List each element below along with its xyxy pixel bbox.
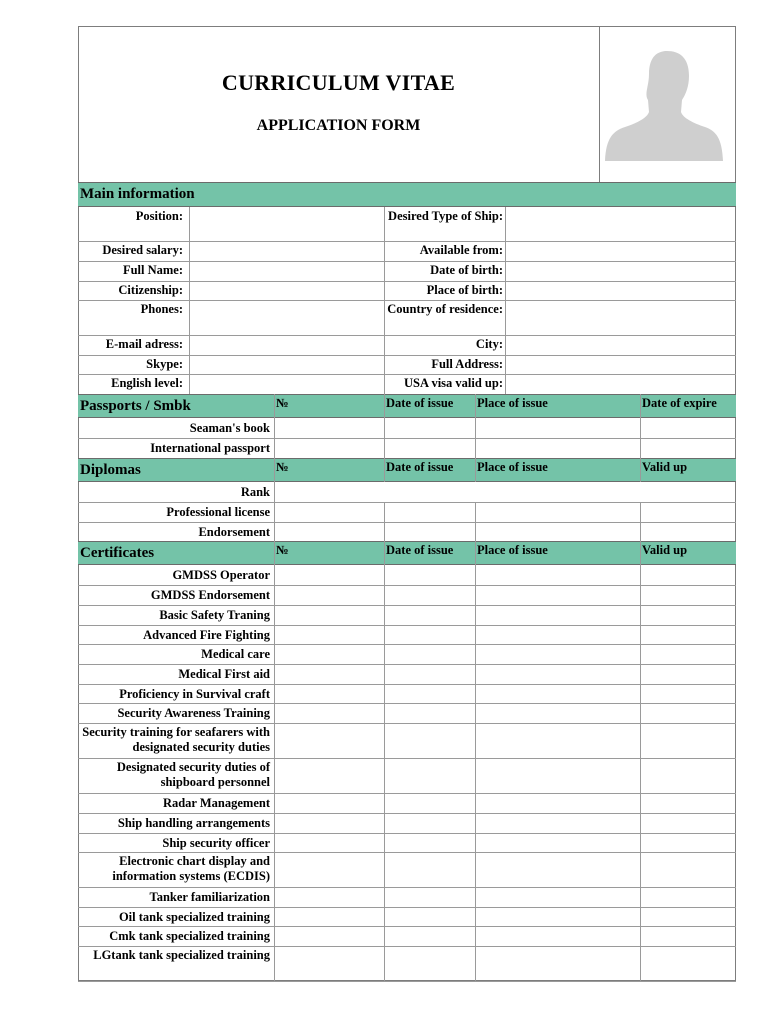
section-title: Diplomas [80,462,141,478]
input-cell[interactable] [275,503,383,521]
input-cell[interactable] [476,908,639,925]
row-label: Professional license [166,505,270,519]
input-cell[interactable] [275,626,383,643]
row-label: Security training for seafarers with designated security duties [82,725,270,754]
row-label: Rank [240,485,270,499]
row-label: Endorsement [198,525,270,539]
page-subtitle: APPLICATION FORM [256,117,421,134]
field-label: Country of residence: [387,302,503,316]
input-cell[interactable] [275,724,383,757]
input-cell[interactable] [476,645,639,663]
section-passports [78,394,736,418]
field-label: Full Name: [122,263,183,277]
field-label: Desired Type of Ship: [388,209,503,223]
column-header: Date of issue [386,396,454,410]
input-cell[interactable] [190,375,383,393]
input-cell[interactable] [641,503,735,521]
input-cell[interactable] [275,853,383,886]
column-divider [640,458,641,482]
row-label: Radar Management [162,796,270,810]
row-label: Medical care [201,647,270,661]
column-divider [475,394,476,458]
row-label: Basic Safety Traning [159,608,270,622]
input-cell[interactable] [275,794,383,812]
input-cell[interactable] [506,356,735,373]
input-cell[interactable] [275,947,383,980]
column-divider [505,207,506,394]
form-header [78,26,600,182]
input-cell[interactable] [641,834,735,851]
row-label: GMDSS Operator [172,568,270,582]
input-cell[interactable] [476,665,639,683]
column-header: Valid up [642,543,688,557]
section-diplomas [78,458,736,482]
input-cell[interactable] [641,759,735,792]
field-label: USA visa valid up: [404,376,503,390]
column-header: Date of expire [642,396,717,410]
row-label: Medical First aid [178,667,270,681]
field-label: Citizenship: [118,283,183,297]
column-divider [384,207,385,394]
column-divider [475,502,476,542]
input-cell[interactable] [190,262,383,280]
column-header: № [276,396,289,410]
column-header: Date of issue [386,543,454,557]
input-cell[interactable] [275,523,383,541]
input-cell[interactable] [385,665,474,683]
input-cell[interactable] [385,685,474,702]
column-divider [640,394,641,458]
input-cell[interactable] [476,834,639,851]
input-cell[interactable] [506,242,735,260]
field-label: City: [475,337,503,351]
input-cell[interactable] [190,208,383,240]
input-cell[interactable] [641,947,735,980]
column-divider [475,541,476,981]
input-cell[interactable] [385,908,474,925]
input-cell[interactable] [275,814,383,832]
input-cell[interactable] [506,336,735,354]
input-cell[interactable] [275,645,383,663]
column-divider [274,541,275,981]
input-cell[interactable] [641,724,735,757]
input-cell[interactable] [385,724,474,757]
input-cell[interactable] [476,947,639,980]
column-divider [384,541,385,981]
input-cell[interactable] [385,503,474,521]
input-cell[interactable] [385,439,474,457]
input-cell[interactable] [641,606,735,624]
field-label: English level: [111,376,183,390]
input-cell[interactable] [641,566,735,584]
input-cell[interactable] [641,908,735,925]
row-label: Oil tank specialized training [118,910,270,924]
input-cell[interactable] [190,242,383,260]
input-cell[interactable] [385,626,474,643]
column-divider [640,541,641,981]
input-cell[interactable] [641,814,735,832]
section-certificates [78,541,736,565]
input-cell[interactable] [641,927,735,945]
input-cell[interactable] [190,356,383,373]
input-cell[interactable] [641,888,735,906]
input-cell[interactable] [385,645,474,663]
section-title: Passports / Smbk [80,398,191,414]
input-cell[interactable] [190,336,383,354]
input-cell[interactable] [385,834,474,851]
input-cell[interactable] [385,523,474,541]
input-cell[interactable] [641,853,735,886]
row-label: Proficiency in Survival craft [119,687,270,701]
input-cell[interactable] [476,759,639,792]
input-cell[interactable] [275,704,383,722]
column-divider [189,207,190,394]
input-cell[interactable] [275,759,383,792]
section-title: Certificates [80,545,155,561]
input-cell[interactable] [476,685,639,702]
input-cell[interactable] [641,626,735,643]
input-cell[interactable] [385,586,474,604]
input-cell[interactable] [641,685,735,702]
input-cell[interactable] [275,606,383,624]
input-cell[interactable] [641,439,735,457]
input-cell[interactable] [385,419,474,437]
input-cell[interactable] [190,282,383,299]
column-divider [274,458,275,542]
input-cell[interactable] [476,503,639,521]
input-cell[interactable] [476,626,639,643]
input-cell[interactable] [385,927,474,945]
field-label: Place of birth: [426,283,503,297]
row-label: Advanced Fire Fighting [143,628,270,642]
column-header: Place of issue [477,543,548,557]
input-cell[interactable] [476,606,639,624]
input-cell[interactable] [385,814,474,832]
input-cell[interactable] [506,301,735,334]
input-cell[interactable] [385,704,474,722]
field-label: Position: [135,209,183,223]
input-cell[interactable] [641,645,735,663]
column-divider [384,502,385,542]
input-cell[interactable] [641,523,735,541]
row-label: Electronic chart display and information systems (ECDIS) [112,854,270,883]
row-label: Designated security duties of shipboard personnel [116,760,270,789]
input-cell[interactable] [476,566,639,584]
row-label: Security Awareness Training [117,706,270,720]
field-label: Date of birth: [430,263,503,277]
input-cell[interactable] [275,888,383,906]
input-cell[interactable] [506,208,735,240]
row-divider [78,981,736,982]
input-cell[interactable] [641,704,735,722]
column-header: Place of issue [477,396,548,410]
column-header: № [276,460,289,474]
row-label: International passport [150,441,270,455]
input-cell[interactable] [506,375,735,393]
column-header: Valid up [642,460,688,474]
field-label: Phones: [140,302,183,316]
input-cell[interactable] [385,566,474,584]
input-cell[interactable] [275,927,383,945]
column-header: Place of issue [477,460,548,474]
input-cell[interactable] [506,282,735,299]
column-divider [384,394,385,458]
photo-placeholder[interactable] [603,30,737,182]
input-cell[interactable] [275,483,735,501]
field-label: Desired salary: [102,243,183,257]
input-cell[interactable] [641,794,735,812]
input-cell[interactable] [385,947,474,980]
page-title: CURRICULUM VITAE [221,70,456,95]
input-cell[interactable] [275,665,383,683]
input-cell[interactable] [476,927,639,945]
input-cell[interactable] [275,834,383,851]
input-cell[interactable] [476,724,639,757]
input-cell[interactable] [385,759,474,792]
field-label: E-mail adress: [105,337,183,351]
input-cell[interactable] [476,523,639,541]
input-cell[interactable] [275,908,383,925]
column-header: Date of issue [386,460,454,474]
input-cell[interactable] [385,853,474,886]
field-label: Available from: [419,243,503,257]
row-label: Ship handling arrangements [117,816,270,830]
row-label: Seaman's book [189,421,270,435]
field-label: Full Address: [431,357,503,371]
column-divider [475,458,476,482]
input-cell[interactable] [385,794,474,812]
row-label: Ship security officer [162,836,270,850]
input-cell[interactable] [476,853,639,886]
person-silhouette-icon [603,30,737,182]
row-label: GMDSS Endorsement [150,588,270,602]
input-cell[interactable] [190,301,383,334]
input-cell[interactable] [275,566,383,584]
section-title: Main information [80,186,195,202]
input-cell[interactable] [476,814,639,832]
input-cell[interactable] [275,685,383,702]
input-cell[interactable] [476,419,639,437]
input-cell[interactable] [476,439,639,457]
input-cell[interactable] [385,606,474,624]
input-cell[interactable] [506,262,735,280]
input-cell[interactable] [385,888,474,906]
input-cell[interactable] [641,419,735,437]
input-cell[interactable] [275,419,383,437]
column-divider [640,502,641,542]
field-label: Skype: [146,357,183,371]
row-label: Cmk tank specialized training [109,929,270,943]
input-cell[interactable] [476,586,639,604]
input-cell[interactable] [641,586,735,604]
input-cell[interactable] [641,665,735,683]
input-cell[interactable] [476,888,639,906]
section-main-information [78,182,736,207]
column-divider [384,458,385,482]
row-label: Tanker familiarization [149,890,270,904]
input-cell[interactable] [476,704,639,722]
row-label: LGtank tank specialized training [93,948,270,962]
input-cell[interactable] [275,586,383,604]
column-header: № [276,543,289,557]
column-divider [274,394,275,458]
input-cell[interactable] [275,439,383,457]
input-cell[interactable] [476,794,639,812]
